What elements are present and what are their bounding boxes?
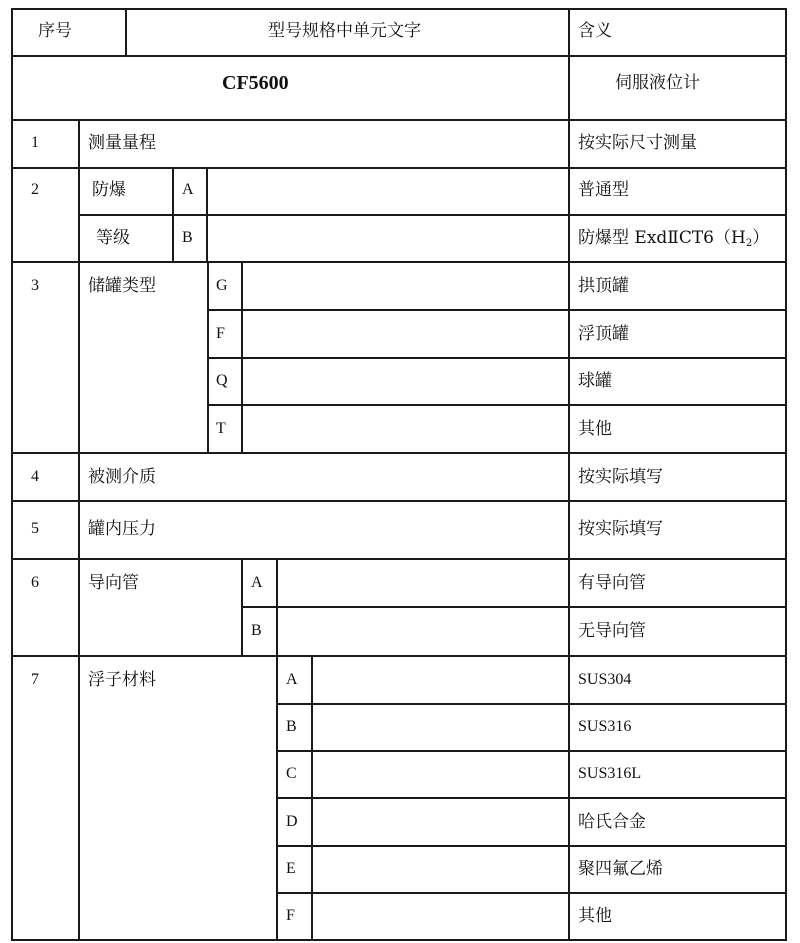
row7-name: 浮子材料: [88, 670, 156, 690]
border-top: [11, 8, 787, 10]
row3-meaning-f: 浮顶罐: [578, 324, 629, 344]
line-row3q-bottom: [207, 404, 787, 406]
row3-code-q: Q: [216, 372, 228, 389]
row3-code-g: G: [216, 277, 228, 294]
line-row3-bottom: [11, 452, 787, 454]
line-row4-bottom: [11, 500, 787, 502]
line-header-bottom: [11, 55, 787, 57]
row6-code-right: [276, 558, 278, 656]
row6-code-a: A: [251, 574, 263, 591]
row7-meaning-a: SUS304: [578, 671, 632, 688]
row1-meaning: 按实际尺寸测量: [578, 133, 697, 153]
row3-name: 储罐类型: [88, 276, 156, 296]
row7-code-b: B: [286, 718, 297, 735]
row1-name: 测量量程: [88, 133, 156, 153]
row3-meaning-g: 拱顶罐: [578, 276, 629, 296]
row2-name-line1: 防爆: [92, 180, 126, 200]
line-row7b-bottom: [276, 750, 787, 752]
line-row3f-bottom: [207, 357, 787, 359]
row3-code-left: [207, 261, 209, 453]
border-left: [11, 8, 13, 940]
row3-code-right: [241, 261, 243, 453]
row1-no: 1: [31, 134, 39, 151]
row2-name-line2: 等级: [96, 228, 130, 248]
line-row2-bottom: [11, 261, 787, 263]
line-row7c-bottom: [276, 797, 787, 799]
line-row7a-bottom: [276, 703, 787, 705]
border-bottom: [11, 939, 787, 941]
row2-code-a: A: [182, 181, 194, 198]
row7-meaning-f: 其他: [578, 906, 612, 926]
row2-meaning-b: [578, 228, 769, 254]
row3-no: 3: [31, 277, 39, 294]
header-seq-divider: [125, 8, 127, 56]
row7-code-f: F: [286, 907, 295, 924]
line-row7e-bottom: [276, 892, 787, 894]
row7-code-right: [311, 655, 313, 940]
line-row6-bottom: [11, 655, 787, 657]
row4-meaning: 按实际填写: [578, 467, 663, 487]
row4-name: 被测介质: [88, 467, 156, 487]
meaning-divider: [568, 8, 570, 940]
row2-code-b: B: [182, 229, 193, 246]
row7-code-d: D: [286, 813, 298, 830]
row2-no: 2: [31, 181, 39, 198]
row6-meaning-b: 无导向管: [578, 621, 646, 641]
row6-no: 6: [31, 574, 39, 591]
row7-meaning-b: SUS316: [578, 718, 632, 735]
header-model-text: 型号规格中单元文字: [268, 21, 421, 41]
model-meaning: 伺服液位计: [615, 73, 700, 93]
line-row6a-bottom: [241, 606, 787, 608]
border-right: [785, 8, 787, 940]
line-row2a-bottom: [78, 214, 787, 216]
row7-code-left: [276, 655, 278, 940]
row7-code-e: E: [286, 860, 296, 877]
row2-code-right: [206, 167, 208, 262]
line-row3g-bottom: [207, 309, 787, 311]
row5-no: 5: [31, 520, 39, 537]
line-row1-bottom: [11, 167, 787, 169]
row2-code-left: [172, 167, 174, 262]
row3-code-t: T: [216, 420, 226, 437]
line-row7d-bottom: [276, 845, 787, 847]
row7-meaning-c: SUS316L: [578, 765, 642, 782]
row6-code-b: B: [251, 622, 262, 639]
row7-meaning-e: 聚四氟乙烯: [578, 859, 663, 879]
row6-meaning-a: 有导向管: [578, 573, 646, 593]
header-meaning: 含义: [578, 21, 612, 41]
row3-meaning-t: 其他: [578, 419, 612, 439]
line-row5-bottom: [11, 558, 787, 560]
row7-code-a: A: [286, 671, 298, 688]
row5-meaning: 按实际填写: [578, 519, 663, 539]
row2-meaning-b-end: ）: [752, 228, 770, 248]
row2-meaning-b-sub: 2: [745, 238, 753, 249]
row2-meaning-b-main: 防爆型 ExdⅡCT6（H: [578, 228, 746, 248]
row2-meaning-a: 普通型: [578, 180, 629, 200]
row7-meaning-d: 哈氏合金: [578, 812, 646, 832]
row3-meaning-q: 球罐: [578, 371, 612, 391]
row7-code-c: C: [286, 765, 297, 782]
row4-no: 4: [31, 468, 39, 485]
row6-name: 导向管: [88, 573, 139, 593]
header-seq: 序号: [38, 21, 72, 41]
row3-code-f: F: [216, 325, 225, 342]
row5-name: 罐内压力: [88, 519, 156, 539]
row6-code-left: [241, 558, 243, 656]
row7-no: 7: [31, 671, 39, 688]
model-code: CF5600: [222, 72, 289, 94]
seq-col-divider: [78, 120, 80, 940]
line-model-bottom: [11, 119, 787, 121]
